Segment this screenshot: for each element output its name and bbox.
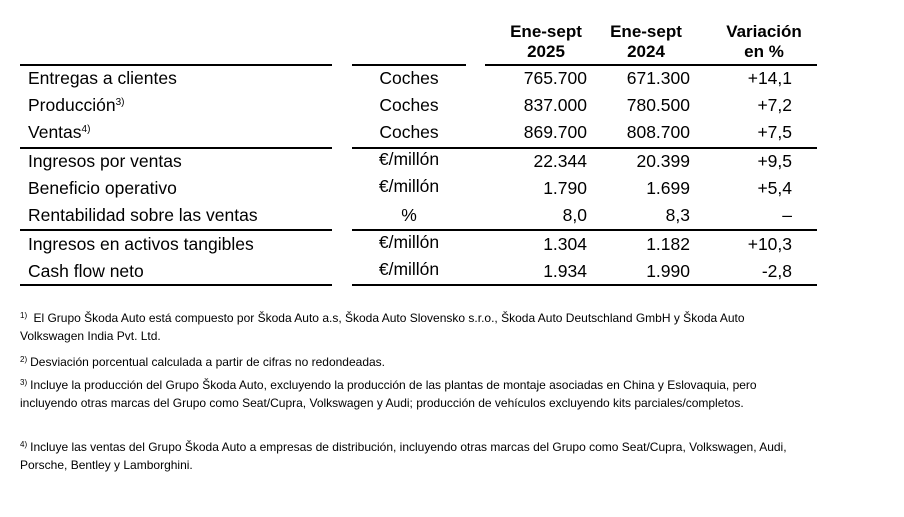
- row-label: Rentabilidad sobre las ventas: [28, 205, 258, 225]
- row-value-2024: 1.182: [646, 234, 690, 254]
- row-label: Ingresos en activos tangibles: [28, 234, 254, 254]
- row-variation: +7,2: [757, 95, 792, 115]
- footnote-mark: 4): [20, 440, 28, 449]
- row-value-2024: 780.500: [626, 95, 690, 115]
- row-unit: %: [401, 205, 417, 225]
- header-2025: [497, 22, 595, 62]
- row-label: Ingresos por ventas: [28, 151, 182, 171]
- footnote-2: [20, 353, 800, 371]
- row-value-2025: 1.790: [543, 178, 587, 198]
- rule-group2-label: [20, 229, 332, 231]
- row-value-2024: 1.990: [646, 261, 690, 281]
- header-2024-line2: 2024: [627, 42, 665, 61]
- footnote-4: [20, 438, 800, 474]
- row-unit: €/millón: [378, 259, 440, 279]
- row-unit: €/millón: [378, 149, 440, 169]
- row-value-2025: 8,0: [562, 205, 587, 225]
- header-variation: [712, 22, 816, 62]
- rule-group1-label: [20, 147, 332, 149]
- row-value-2025: 869.700: [523, 122, 587, 142]
- rule-group2-rest: [352, 229, 817, 231]
- rule-top-label: [20, 64, 332, 66]
- row-variation: +14,1: [747, 68, 792, 88]
- header-2024-line1: Ene-sept: [610, 22, 682, 41]
- row-value-2025: 1.304: [543, 234, 587, 254]
- row-value-2025: 22.344: [533, 151, 587, 171]
- row-unit: Coches: [379, 68, 439, 88]
- footnote-text: Desviación porcentual calculada a partir de cifras no redondeadas.: [30, 355, 386, 369]
- header-variation-line2: en %: [744, 42, 784, 61]
- row-value-2024: 808.700: [626, 122, 690, 142]
- header-variation-line1: Variación: [726, 22, 802, 41]
- row-value-2025: 765.700: [523, 68, 587, 88]
- row-value-2025: 1.934: [543, 261, 587, 281]
- row-variation: –: [782, 205, 792, 225]
- row-variation: +9,5: [757, 151, 792, 171]
- footnote-text: El Grupo Škoda Auto está compuesto por Škoda Auto a.s, Škoda Auto Slovensko s.r.o., Škoda Auto Deutschland GmbH y Škoda Auto Volkswagen India Pvt. Ltd.: [20, 311, 745, 343]
- row-label: Ventas$^{4)}$: [28, 122, 91, 142]
- row-unit: Coches: [379, 122, 439, 142]
- footnote-ref: 3): [115, 97, 125, 108]
- row-variation: +7,5: [757, 122, 792, 142]
- footnote-ref: 4): [81, 124, 91, 135]
- row-value-2024: 671.300: [626, 68, 690, 88]
- row-label: Producción$^{3)}$: [28, 95, 125, 115]
- row-unit: Coches: [379, 95, 439, 115]
- row-value-2024: 1.699: [646, 178, 690, 198]
- rule-bottom-label: [20, 284, 332, 286]
- row-label: Beneficio operativo: [28, 178, 177, 198]
- row-variation: +10,3: [747, 234, 792, 254]
- row-value-2024: 8,3: [665, 205, 690, 225]
- rule-bottom-rest: [352, 284, 817, 286]
- row-variation: -2,8: [761, 261, 792, 281]
- row-variation: +5,4: [757, 178, 792, 198]
- footnote-mark: 2): [20, 355, 28, 364]
- header-2025-line2: 2025: [527, 42, 565, 61]
- row-value-2024: 20.399: [636, 151, 690, 171]
- footnote-text: Incluye la producción del Grupo Škoda Auto, excluyendo la producción de las plantas de montaje asociadas en China y Eslovaquia, pero incluyendo otras marcas del Grupo como Seat/Cupra, Volkswagen y Audi; producción de vehículos excluyendo kits parciales/completos.: [20, 378, 757, 410]
- footnote-text: Incluye las ventas del Grupo Škoda Auto a empresas de distribución, incluyendo otras marcas del Grupo como Seat/Cupra, Volkswagen, Audi, Porsche, Bentley y Lamborghini.: [20, 440, 787, 472]
- row-value-2025: 837.000: [523, 95, 587, 115]
- row-label: Entregas a clientes: [28, 68, 177, 88]
- footnote-3: [20, 376, 800, 412]
- row-label: Cash flow neto: [28, 261, 144, 281]
- header-2025-line1: Ene-sept: [510, 22, 582, 41]
- row-unit: €/millón: [378, 232, 440, 252]
- row-unit: €/millón: [378, 176, 440, 196]
- rule-top-unit: [352, 64, 466, 66]
- footnote-mark: 3): [20, 378, 28, 387]
- rule-top-values: [485, 64, 817, 66]
- footnote-mark: 1): [20, 311, 28, 320]
- header-2024: [597, 22, 695, 62]
- footnote-1: [20, 309, 800, 345]
